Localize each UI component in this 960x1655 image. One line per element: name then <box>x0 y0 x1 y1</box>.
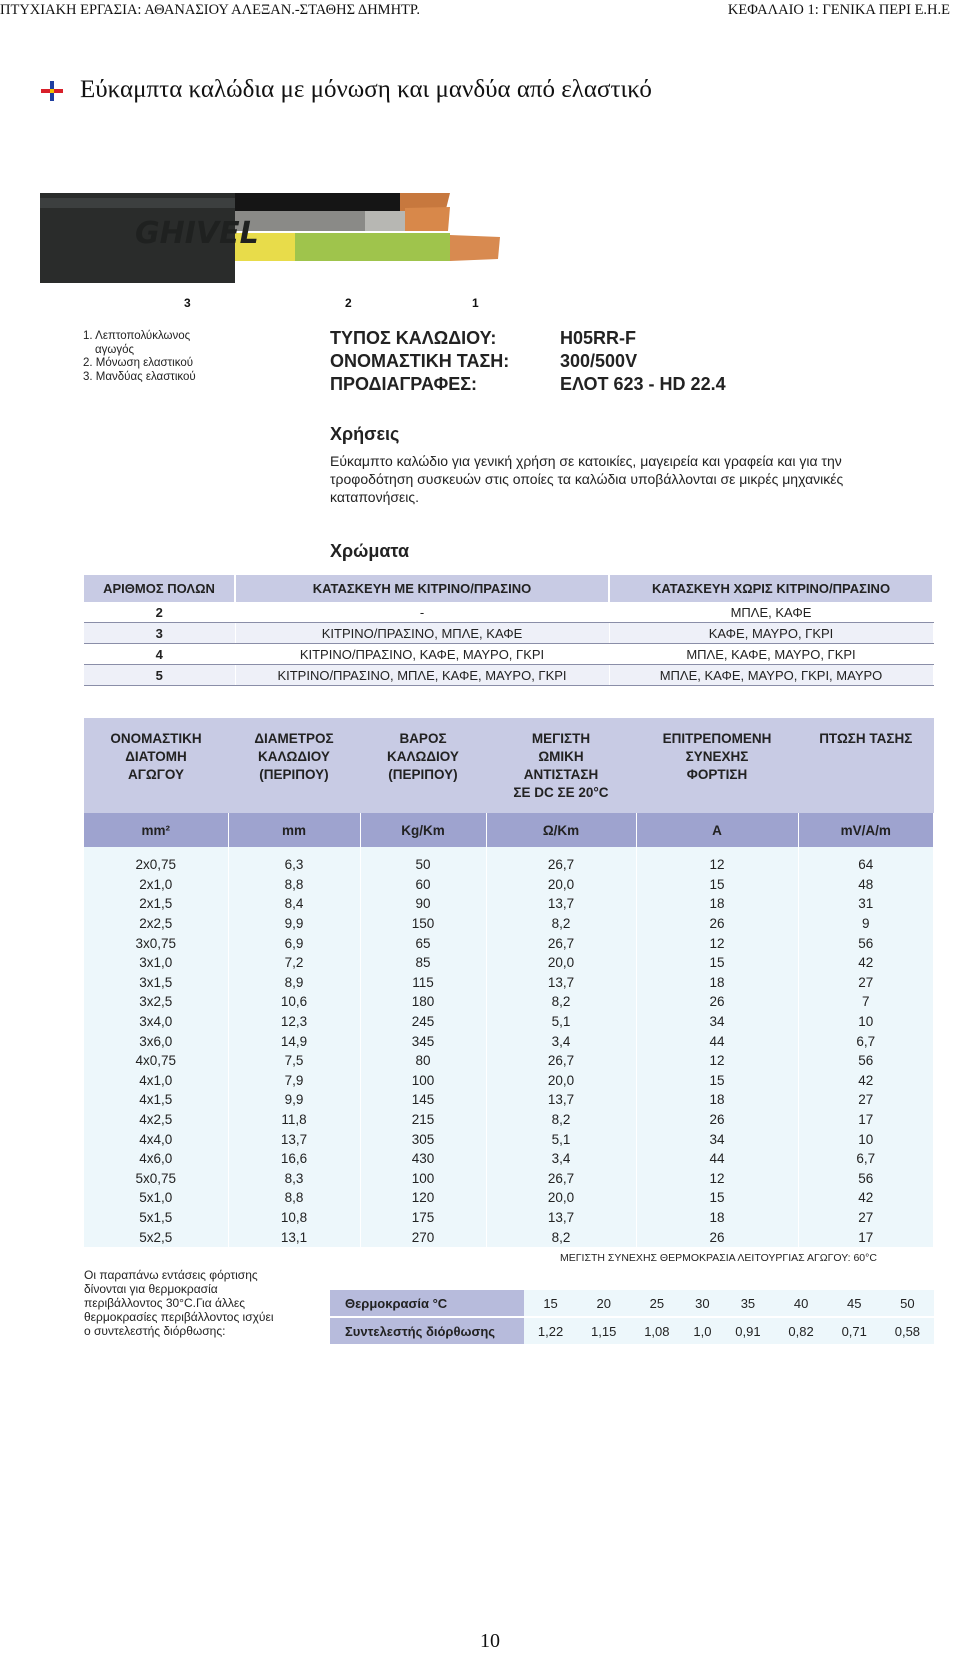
table-cell: 2x0,75 <box>84 847 228 875</box>
table-row <box>84 1149 934 1169</box>
table-cell: 8,3 <box>228 1169 360 1189</box>
table-row <box>84 1071 934 1091</box>
table-cell: 2 <box>84 602 235 623</box>
table-row <box>84 894 934 914</box>
table-cell: 44 <box>636 1031 798 1051</box>
table-cell: 3x1,0 <box>84 953 228 973</box>
table-cell: 270 <box>360 1227 486 1247</box>
header-line: ΑΝΤΙΣΤΑΣΗ <box>523 767 599 782</box>
table-cell: ΚΙΤΡΙΝΟ/ΠΡΑΣΙΝΟ, ΜΠΛΕ, ΚΑΦΕ <box>235 623 609 644</box>
table-cell: 18 <box>636 1090 798 1110</box>
table-cell: 45 <box>828 1290 881 1317</box>
wire-number-3: 3 <box>184 296 191 310</box>
table-cell: 5x0,75 <box>84 1169 228 1189</box>
uses-text: Εύκαμπτο καλώδιο για γενική χρήση σε κατοικίες, μαγειρεία και γραφεία και για την τροφοδότηση συσκευών στις οποίες τα καλώδια υποβάλλονται σε μικρές μηχανικές καταπονήσεις. <box>330 453 844 505</box>
table-cell: 12 <box>636 933 798 953</box>
table-cell: 15 <box>636 875 798 895</box>
table-cell: 31 <box>798 894 934 914</box>
wire-number-1: 1 <box>472 296 479 310</box>
table-cell: 1,22 <box>524 1317 577 1344</box>
table-cell: 4x1,0 <box>84 1071 228 1091</box>
table-row <box>84 1188 934 1208</box>
table-cell: 4x6,0 <box>84 1149 228 1169</box>
table-cell: 56 <box>798 933 934 953</box>
unit-header: A <box>636 813 798 847</box>
table-cell: 26,7 <box>486 1051 636 1071</box>
table-cell: 60 <box>360 875 486 895</box>
table-row <box>84 602 933 623</box>
header-line: ΑΓΩΓΟΥ <box>128 767 184 782</box>
table-cell: 12 <box>636 1051 798 1071</box>
table-cell: 215 <box>360 1110 486 1130</box>
table-cell: ΚΙΤΡΙΝΟ/ΠΡΑΣΙΝΟ, ΜΠΛΕ, ΚΑΦΕ, ΜΑΥΡΟ, ΓΚΡΙ <box>235 665 609 686</box>
running-header-right: ΚΕΦΑΛΑΙΟ 1: ΓΕΝΙΚΑ ΠΕΡΙ Ε.Η.Ε <box>727 2 950 18</box>
table-row <box>84 933 934 953</box>
table-cell: 6,7 <box>798 1031 934 1051</box>
table-cell: 20 <box>577 1290 630 1317</box>
table-cell: 34 <box>636 1129 798 1149</box>
note-line: θερμοκρασίες περιβάλλοντος ισχύει <box>84 1310 274 1324</box>
table-cell: 8,9 <box>228 973 360 993</box>
colors-col-header: ΚΑΤΑΣΚΕΥΗ ΜΕ ΚΙΤΡΙΝΟ/ΠΡΑΣΙΝΟ <box>235 575 609 602</box>
table-cell: 56 <box>798 1169 934 1189</box>
legend-line: 1. Λεπτοπολύκλωνος <box>83 330 191 342</box>
svg-text:GHIVEL: GHIVEL <box>135 216 259 251</box>
colors-col-header: ΑΡΙΘΜΟΣ ΠΟΛΩΝ <box>84 575 235 602</box>
table-row <box>84 992 934 1012</box>
table-row <box>84 1031 934 1051</box>
table-cell: 13,7 <box>486 894 636 914</box>
table-cell: 3,4 <box>486 1031 636 1051</box>
col-header-weight <box>360 718 486 813</box>
table-cell: 4x4,0 <box>84 1129 228 1149</box>
table-cell: 10 <box>798 1012 934 1032</box>
cable-illustration <box>40 193 518 283</box>
table-cell: 26 <box>636 1110 798 1130</box>
table-cell: 3x2,5 <box>84 992 228 1012</box>
table-cell: 13,1 <box>228 1227 360 1247</box>
spec-standard-label: ΠΡΟΔΙΑΓΡΑΦΕΣ: <box>330 374 478 394</box>
temperature-label: Θερμοκρασία °C <box>330 1290 524 1317</box>
table-cell: 17 <box>798 1227 934 1247</box>
unit-header: mm <box>228 813 360 847</box>
table-cell: 27 <box>798 1208 934 1228</box>
table-row <box>84 623 933 644</box>
table-row <box>84 665 933 686</box>
table-cell: ΚΑΦΕ, ΜΑΥΡΟ, ΓΚΡΙ <box>609 623 933 644</box>
table-cell: ΜΠΛΕ, ΚΑΦΕ, ΜΑΥΡΟ, ΓΚΡΙ <box>609 644 933 665</box>
header-line: ΜΕΓΙΣΤΗ <box>531 731 591 746</box>
table-cell: 100 <box>360 1169 486 1189</box>
table-cell: 180 <box>360 992 486 1012</box>
col-header-current <box>636 718 798 813</box>
table-cell: - <box>235 602 609 623</box>
table-cell: 13,7 <box>486 1090 636 1110</box>
table-cell: 1,15 <box>577 1317 630 1344</box>
table-cell: 0,91 <box>721 1317 774 1344</box>
table-cell: 9,9 <box>228 914 360 934</box>
table-cell: 5x1,5 <box>84 1208 228 1228</box>
table-cell: 42 <box>798 953 934 973</box>
table-cell: 4x1,5 <box>84 1090 228 1110</box>
table-cell: 4x0,75 <box>84 1051 228 1071</box>
table-cell: 10,8 <box>228 1208 360 1228</box>
table-cell: 30 <box>683 1290 721 1317</box>
table-cell: 13,7 <box>486 1208 636 1228</box>
unit-header: mV/A/m <box>798 813 934 847</box>
table-row <box>84 1169 934 1189</box>
table-cell: 5 <box>84 665 235 686</box>
uses-heading: Χρήσεις <box>330 424 400 444</box>
table-cell: 14,9 <box>228 1031 360 1051</box>
table-cell: 80 <box>360 1051 486 1071</box>
table-row <box>84 875 934 895</box>
header-line: ΚΑΛΩΔΙΟΥ <box>387 749 459 764</box>
table-cell: 12,3 <box>228 1012 360 1032</box>
table-cell: 5x1,0 <box>84 1188 228 1208</box>
table-cell: 13,7 <box>228 1129 360 1149</box>
table-cell: 245 <box>360 1012 486 1032</box>
table-cell: 8,2 <box>486 1227 636 1247</box>
table-cell: 25 <box>630 1290 683 1317</box>
table-row <box>84 1129 934 1149</box>
colors-col-header: ΚΑΤΑΣΚΕΥΗ ΧΩΡΙΣ ΚΙΤΡΙΝΟ/ΠΡΑΣΙΝΟ <box>609 575 933 602</box>
table-cell: 5,1 <box>486 1129 636 1149</box>
table-cell: 27 <box>798 973 934 993</box>
table-cell: 18 <box>636 1208 798 1228</box>
table-cell: 7,5 <box>228 1051 360 1071</box>
spec-standard-value: ΕΛΟΤ 623 - HD 22.4 <box>560 374 726 394</box>
table-cell: 430 <box>360 1149 486 1169</box>
max-temperature-note: ΜΕΓΙΣΤΗ ΣΥΝΕΧΗΣ ΘΕΡΜΟΚΡΑΣΙΑ ΛΕΙΤΟΥΡΓΙΑΣ ΑΓΩΓΟΥ: 60°C <box>560 1252 877 1264</box>
table-cell: 6,9 <box>228 933 360 953</box>
header-line: ΕΠΙΤΡΕΠΟΜΕΝΗ <box>662 731 772 746</box>
table-cell: 56 <box>798 1051 934 1071</box>
spec-type-label: ΤΥΠΟΣ ΚΑΛΩΔΙΟΥ: <box>330 328 497 348</box>
table-row <box>84 1110 934 1130</box>
table-cell: 20,0 <box>486 953 636 973</box>
table-cell: 10,6 <box>228 992 360 1012</box>
legend-line: 2. Μόνωση ελαστικού <box>83 357 194 369</box>
table-cell: 13,7 <box>486 973 636 993</box>
table-cell: ΜΠΛΕ, ΚΑΦΕ, ΜΑΥΡΟ, ΓΚΡΙ, ΜΑΥΡΟ <box>609 665 933 686</box>
correction-factor-table <box>330 1290 934 1344</box>
wire-number-2: 2 <box>345 296 352 310</box>
table-cell: 3x6,0 <box>84 1031 228 1051</box>
running-header-left: ΠΤΥΧΙΑΚΗ ΕΡΓΑΣΙΑ: ΑΘΑΝΑΣΙΟΥ ΑΛΕΞΑΝ.-ΣΤΑΘΗΣ ΔΗΜΗΤΡ. <box>0 2 421 18</box>
table-cell: 15 <box>636 1188 798 1208</box>
table-cell: 26 <box>636 914 798 934</box>
table-cell: 26,7 <box>486 933 636 953</box>
table-cell: 48 <box>798 875 934 895</box>
table-cell: 8,8 <box>228 875 360 895</box>
unit-header: Kg/Km <box>360 813 486 847</box>
note-line: δίνονται για θερμοκρασία <box>84 1282 218 1296</box>
table-cell: 15 <box>636 953 798 973</box>
table-cell: 11,8 <box>228 1110 360 1130</box>
header-line: ΣΕ DC ΣΕ 20°C <box>513 785 609 800</box>
table-cell: 42 <box>798 1188 934 1208</box>
note-line: περιβάλλοντος 30°C.Για άλλες <box>84 1296 246 1310</box>
table-cell: 42 <box>798 1071 934 1091</box>
colors-table <box>84 575 934 686</box>
table-cell: 100 <box>360 1071 486 1091</box>
table-cell: 15 <box>636 1071 798 1091</box>
table-cell: 65 <box>360 933 486 953</box>
table-cell: 3 <box>84 623 235 644</box>
table-cell: 305 <box>360 1129 486 1149</box>
table-cell: 3,4 <box>486 1149 636 1169</box>
table-row <box>84 1051 934 1071</box>
table-cell: 2x1,5 <box>84 894 228 914</box>
col-header-section <box>84 718 228 813</box>
table-cell: 4 <box>84 644 235 665</box>
table-row <box>84 914 934 934</box>
table-cell: 0,58 <box>881 1317 934 1344</box>
header-line: (ΠΕΡΙΠΟΥ) <box>388 767 458 782</box>
table-cell: 27 <box>798 1090 934 1110</box>
header-line: ΠΤΩΣΗ ΤΑΣΗΣ <box>819 731 913 746</box>
table-cell: ΚΙΤΡΙΝΟ/ΠΡΑΣΙΝΟ, ΚΑΦΕ, ΜΑΥΡΟ, ΓΚΡΙ <box>235 644 609 665</box>
table-cell: 6,3 <box>228 847 360 875</box>
table-cell: 15 <box>524 1290 577 1317</box>
note-line: ο συντελεστής διόρθωσης: <box>84 1324 226 1338</box>
specifications-table <box>84 718 934 1247</box>
table-cell: ΜΠΛΕ, ΚΑΦΕ <box>609 602 933 623</box>
table-cell: 3x4,0 <box>84 1012 228 1032</box>
bullet-icon <box>41 81 63 101</box>
table-cell: 50 <box>881 1290 934 1317</box>
table-cell: 12 <box>636 847 798 875</box>
table-cell: 120 <box>360 1188 486 1208</box>
table-cell: 4x2,5 <box>84 1110 228 1130</box>
table-cell: 20,0 <box>486 875 636 895</box>
header-line: ΩΜΙΚΗ <box>538 749 584 764</box>
figure-legend <box>83 330 196 384</box>
table-cell: 175 <box>360 1208 486 1228</box>
table-cell: 345 <box>360 1031 486 1051</box>
header-line: (ΠΕΡΙΠΟΥ) <box>259 767 329 782</box>
table-row <box>84 953 934 973</box>
table-cell: 26 <box>636 1227 798 1247</box>
table-row <box>84 1090 934 1110</box>
col-header-voltage-drop <box>798 718 934 813</box>
correction-note <box>84 1268 274 1338</box>
table-cell: 20,0 <box>486 1071 636 1091</box>
table-cell: 50 <box>360 847 486 875</box>
unit-header: mm² <box>84 813 228 847</box>
table-cell: 9 <box>798 914 934 934</box>
col-header-diameter <box>228 718 360 813</box>
table-cell: 16,6 <box>228 1149 360 1169</box>
page-title: Εύκαμπτα καλώδια με μόνωση και μανδύα από ελαστικό <box>80 76 652 103</box>
table-cell: 64 <box>798 847 934 875</box>
table-cell: 18 <box>636 973 798 993</box>
colors-heading: Χρώματα <box>330 541 410 561</box>
spec-voltage-label: ΟΝΟΜΑΣΤΙΚΗ ΤΑΣΗ: <box>330 351 510 371</box>
header-line: ΔΙΑΤΟΜΗ <box>125 749 187 764</box>
spec-type-value: H05RR-F <box>560 328 637 348</box>
table-cell: 26,7 <box>486 847 636 875</box>
table-cell: 6,7 <box>798 1149 934 1169</box>
header-line: ΟΝΟΜΑΣΤΙΚΗ <box>110 731 202 746</box>
table-cell: 7 <box>798 992 934 1012</box>
table-cell: 26 <box>636 992 798 1012</box>
header-line: ΦΟΡΤΙΣΗ <box>686 767 748 782</box>
table-cell: 3x0,75 <box>84 933 228 953</box>
header-line: ΚΑΛΩΔΙΟΥ <box>258 749 330 764</box>
table-cell: 18 <box>636 894 798 914</box>
table-cell: 5x2,5 <box>84 1227 228 1247</box>
table-cell: 150 <box>360 914 486 934</box>
legend-line: 3. Μανδύας ελαστικού <box>83 370 196 383</box>
table-cell: 90 <box>360 894 486 914</box>
table-cell: 8,4 <box>228 894 360 914</box>
legend-line: αγωγός <box>95 343 135 356</box>
table-cell: 8,2 <box>486 1110 636 1130</box>
table-cell: 26,7 <box>486 1169 636 1189</box>
table-cell: 34 <box>636 1012 798 1032</box>
table-cell: 1,0 <box>683 1317 721 1344</box>
table-cell: 145 <box>360 1090 486 1110</box>
table-row <box>84 1012 934 1032</box>
table-cell: 44 <box>636 1149 798 1169</box>
table-cell: 2x2,5 <box>84 914 228 934</box>
table-row <box>84 1227 934 1247</box>
table-cell: 20,0 <box>486 1188 636 1208</box>
table-cell: 8,2 <box>486 914 636 934</box>
table-cell: 3x1,5 <box>84 973 228 993</box>
unit-header: Ω/Km <box>486 813 636 847</box>
table-cell: 8,2 <box>486 992 636 1012</box>
table-cell: 115 <box>360 973 486 993</box>
note-line: Οι παραπάνω εντάσεις φόρτισης <box>84 1268 258 1282</box>
table-cell: 9,9 <box>228 1090 360 1110</box>
page-number: 10 <box>480 1630 500 1652</box>
table-cell: 0,71 <box>828 1317 881 1344</box>
table-cell: 1,08 <box>630 1317 683 1344</box>
table-cell: 0,82 <box>775 1317 828 1344</box>
table-row <box>84 973 934 993</box>
header-line: ΣΥΝΕΧΗΣ <box>685 749 749 764</box>
table-cell: 12 <box>636 1169 798 1189</box>
table-cell: 7,2 <box>228 953 360 973</box>
table-cell: 7,9 <box>228 1071 360 1091</box>
table-row <box>84 644 933 665</box>
table-cell: 40 <box>775 1290 828 1317</box>
spec-voltage-value: 300/500V <box>560 351 638 371</box>
table-cell: 10 <box>798 1129 934 1149</box>
table-cell: 5,1 <box>486 1012 636 1032</box>
factor-label: Συντελεστής διόρθωσης <box>330 1317 524 1344</box>
table-cell: 8,8 <box>228 1188 360 1208</box>
table-row <box>84 847 934 875</box>
header-line: ΔΙΑΜΕΤΡΟΣ <box>254 731 334 746</box>
table-cell: 17 <box>798 1110 934 1130</box>
table-cell: 2x1,0 <box>84 875 228 895</box>
table-cell: 85 <box>360 953 486 973</box>
col-header-resistance <box>486 718 636 813</box>
table-row <box>84 1208 934 1228</box>
table-cell: 35 <box>721 1290 774 1317</box>
header-line: ΒΑΡΟΣ <box>399 731 447 746</box>
